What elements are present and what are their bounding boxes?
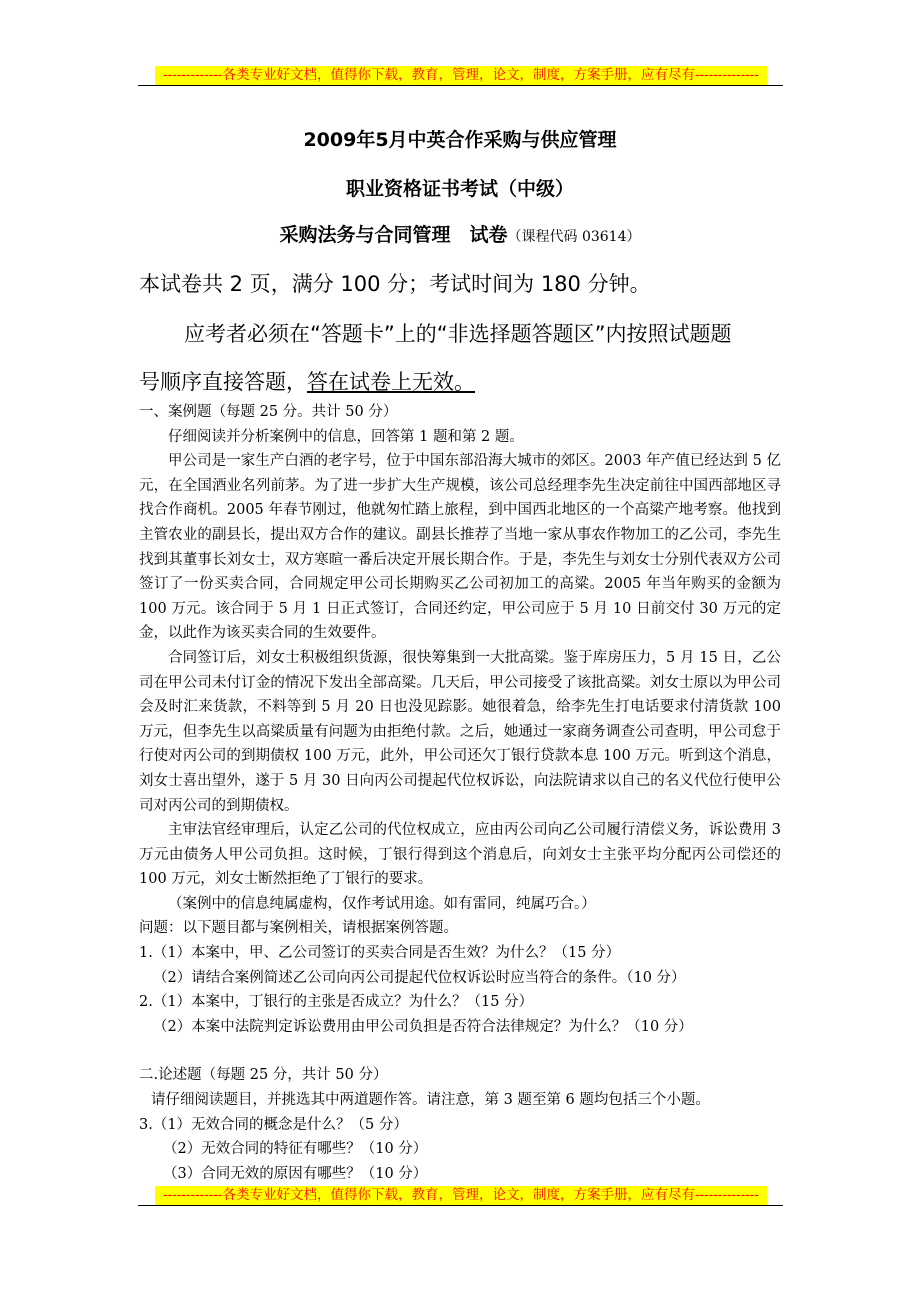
course-code: （课程代码 03614）	[507, 229, 641, 245]
footer-rule	[138, 1205, 783, 1206]
question-1-part-2: （2）请结合案例简述乙公司向丙公司提起代位权诉讼时应当符合的条件。（10 分）	[153, 969, 686, 986]
instruction-underlined: 答在试卷上无效。	[307, 370, 475, 394]
question-intro: 问题：以下题目都与案例相关，请根据案例答题。	[139, 920, 458, 937]
header-rule	[138, 85, 783, 86]
title-line-3	[0, 220, 920, 247]
case-paragraph-2: 合同签订后，刘女士积极组织货源，很快筹集到一大批高粱。鉴于库房压力，5 月 15 日，乙公司在甲公司未付订金的情况下发出全部高粱。几天后，甲公司接受了该批高粱。刘女士原以为甲公司会及时汇来货款，不料等到 5 月 20 日也没见踪影。她很着急，给李先生打电话要求付清货款 100 万元，但李先生以高粱质量有问题为由拒绝付款。之后，她通过一家商务调查公司查明，甲公司怠于行使对丙公司的到期债权 100 万元，此外，甲公司还欠丁银行贷款本息 100 万元。听到这个消息，刘女士喜出望外，遂于 5 月 30 日向丙公司提起代位权诉讼，向法院请求以自己的名义代位行使甲公司对丙公司的到期债权。	[139, 649, 781, 814]
title-line-2: 职业资格证书考试（中级）	[345, 178, 574, 200]
exam-info: 本试卷共 2 页，满分 100 分；考试时间为 180 分钟。	[139, 272, 651, 296]
instruction-text: 号顺序直接答题，	[139, 370, 307, 394]
section-gap	[139, 1039, 781, 1063]
section-1-intro: 仔细阅读并分析案例中的信息，回答第 1 题和第 2 题。	[168, 428, 524, 445]
question-3-part-3: （3）合同无效的原因有哪些？（10 分）	[163, 1165, 428, 1182]
instruction-line-2	[139, 366, 475, 396]
section-1-heading: 一、案例题（每题 25 分。共计 50 分）	[139, 404, 398, 420]
case-paragraph-3: 主审法官经审理后，认定乙公司的代位权成立，应由丙公司向乙公司履行清偿义务，诉讼费用 3 万元由债务人甲公司负担。这时候，丁银行得到这个消息后，向刘女士主张平均分配丙公司偿还的 100 万元，刘女士断然拒绝了丁银行的要求。	[139, 822, 781, 888]
case-paragraph-1: 甲公司是一家生产白酒的老字号，位于中国东部沿海大城市的郊区。2003 年产值已经达到 5 亿元，在全国酒业名列前茅。为了进一步扩大生产规模，该公司总经理李先生决定前往中国西部地区寻找合作商机。2005 年春节刚过，他就匆忙踏上旅程，到中国西北地区的一个高粱产地考察。他找到主管农业的副县长，提出双方合作的建议。副县长推荐了当地一家从事农作物加工的乙公司，李先生找到其董事长刘女士，双方寒暄一番后决定开展长期合作。于是，李先生与刘女士分别代表双方公司签订了一份买卖合同，合同规定甲公司长期购买乙公司初加工的高粱。2005 年当年购买的金额为 100 万元。该合同于 5 月 1 日正式签订，合同还约定，甲公司应于 5 月 10 日前交付 30 万元的定金，以此作为该买卖合同的生效要件。	[139, 453, 781, 642]
section-2-heading: 二.论述题（每题 25 分，共计 50 分）	[139, 1067, 388, 1084]
section-2-intro: 请仔细阅读题目，并挑选其中两道题作答。请注意，第 3 题至第 6 题均包括三个小题。	[151, 1092, 710, 1109]
header-banner: -------------各类专业好文档，值得你下载，教育，管理，论文，制度，方案手册，应有尽有--------------	[155, 66, 767, 85]
question-3-part-2: （2）无效合同的特征有哪些？（10 分）	[163, 1141, 428, 1158]
instruction-line-1: 应考者必须在“答题卡”上的“非选择题答题区”内按照试题题	[184, 322, 732, 346]
question-2-part-1: 2.（1）本案中，丁银行的主张是否成立？为什么？（15 分）	[139, 994, 534, 1011]
exam-body	[139, 400, 781, 1186]
question-2-part-2: （2）本案中法院判定诉讼费用由甲公司负担是否符合法律规定？为什么？（10 分）	[153, 1018, 693, 1035]
title-line-1: 2009年5月中英合作采购与供应管理	[303, 129, 617, 151]
question-3-part-1: 3.（1）无效合同的概念是什么？（5 分）	[139, 1116, 408, 1133]
question-1-part-1: 1.（1）本案中，甲、乙公司签订的买卖合同是否生效？为什么？（15 分）	[139, 945, 621, 962]
footer-banner: -------------各类专业好文档，值得你下载，教育，管理，论文，制度，方案手册，应有尽有--------------	[155, 1186, 767, 1205]
case-disclaimer: （案例中的信息纯属虚构，仅作考试用途。如有雷同，纯属巧合。）	[168, 895, 596, 912]
paper-title: 采购法务与合同管理 试卷	[279, 224, 508, 246]
